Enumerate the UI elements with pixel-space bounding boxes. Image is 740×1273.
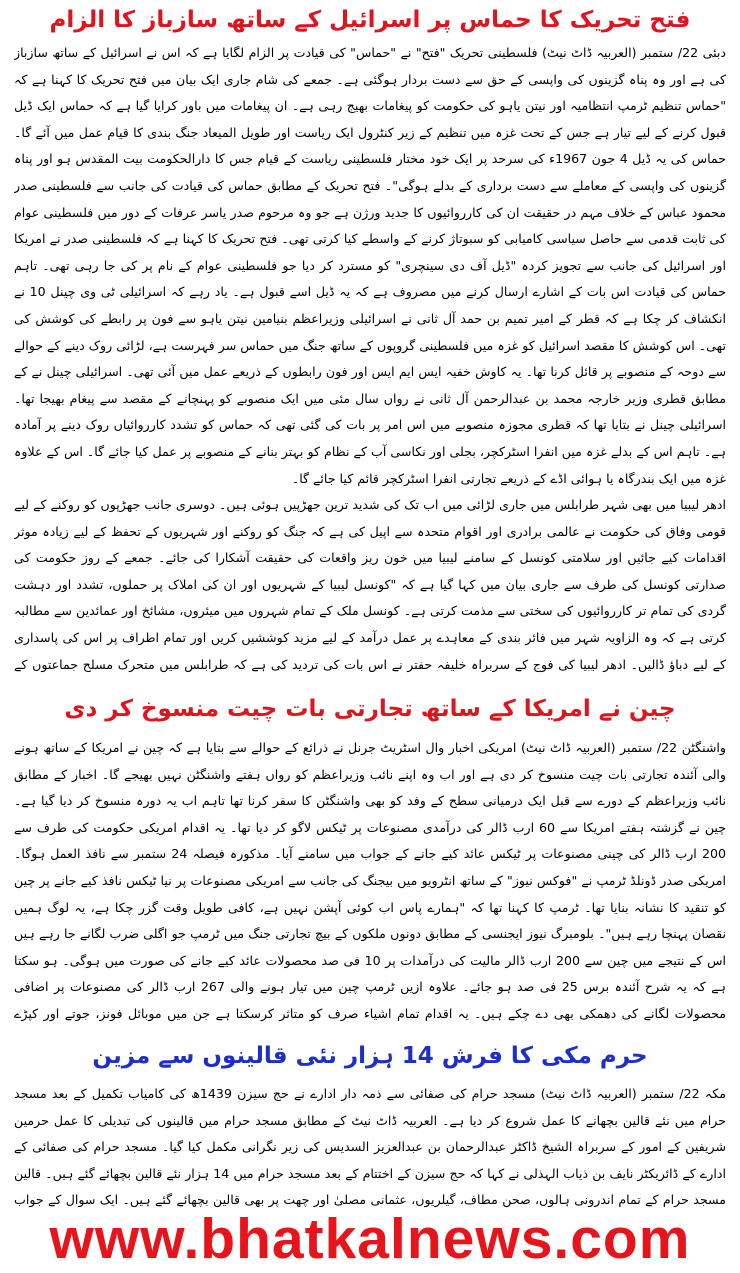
article-2-body	[14, 735, 726, 1031]
article-3-paragraph: مکہ 22/ ستمبر (العربیہ ڈاٹ نیٹ) مسجد حرام کی صفائی سے ذمہ دار ادارے نے حج سیزن 1439ھ کی کامیاب تکمیل کے بعد مسجد حرام میں نئے قالین بچھانے کا عمل شروع کر دیا ہے۔ العربیہ ڈاٹ نیٹ کے مطابق مسجد حرام میں قالینوں کی تبدیلی کا عمل حرمین شریفین کے امور کے سربراہ الشیخ ڈاکٹر عبدالرحمان بن عبدالعزیز السدیس کی زیر نگرانی مکمل کیا گیا۔ مسجد حرام کی صفائی کے ادارے کے ڈائریکٹر نایف بن ذیاب الہذلی نے کہا کہ حج سیزن کے اختتام کے بعد مسجد حرام میں 14 ہزار نئے قالین بچھائے گئے ہیں۔ قالین مسجد حرام کے تمام اندرونی ہالوں، صحن مطاف، گیلریوں، عثمانی مصلیٰ اور چھت پر بھی قالین بچھائے گئے ہیں۔ ایک سوال کے جواب	[14, 1086, 726, 1208]
article-1-paragraph: دبئی 22/ ستمبر (العربیہ ڈاٹ نیٹ) فلسطینی تحریک "فتح" نے "حماس" کی قیادت پر الزام لگایا ہے کہ اس نے اسرائیل کے ساتھ سازباز کی ہے اور وہ پناہ گزینوں کی واپسی کے حق سے دست بردار ہوگئی ہے۔ جمعے کی شام جاری ایک بیان میں فتح تحریک کا کہنا ہے کہ "حماس تنظیم ٹرمپ انتظامیہ اور نیتن یاہو کی حکومت کو پیغامات بھیج رہی ہے۔ ان پیغامات میں باور کرایا گیا ہے کہ حماس ایک ڈیل قبول کرنے کے لیے تیار ہے جس کے تحت غزہ میں تنظیم کے زیر کنٹرول ایک ریاست اور طویل المیعاد جنگ بندی کا قیام عمل میں آئے گا۔ حماس کی یہ ڈیل 4 جون 1967ء کی سرحد پر ایک خود مختار فلسطینی ریاست کے قیام جس کا دارالحکومت بیت المقدس ہو اور پناہ گزینوں کی واپسی کے معاملے سے دست برداری کے بدلے ہوگی"۔ فتح تحریک کے مطابق حماس کی قیادت کی جانب سے فلسطینی صدر محمود عباس کے خلاف مہم در حقیقت ان کی کارروائیوں کا جدید ورژن ہے جو وہ مرحوم صدر یاسر عرفات کے دور میں فلسطینی عوام کی ثابت قدمی سے حاصل سیاسی کامیابی کو سبوتاژ کرنے کے واسطے کیا کرتی تھی۔ فتح تحریک کا کہنا ہے کہ فلسطینی صدر نے امریکا اور اسرائیل کی جانب سے تجویز کردہ "ڈیل آف دی سینچری" کو مسترد کر دیا جو فلسطینی عوام کے نام پر کی جا رہی تھی۔ تاہم حماس کی قیادت اس بات کے اشارے ارسال کرنے میں مصروف ہے کہ یہ ڈیل اسے قبول ہے۔ یاد رہے کہ اسرائیلی ٹی وی چینل 10 نے انکشاف کر چکا ہے کہ قطر کے امیر تمیم بن حمد آل ثانی نے اسرائیلی وزیراعظم بنیامین نیتن یاہو سے فون پر رابطے کی کوشش کی تھی۔ اس کوشش کا مقصد اسرائیل کو غزہ میں فلسطینی گروپوں کے ساتھ جنگ میں حماس سر فہرست ہے، لڑائی روک دینے کے حوالے سے دوحہ کے منصوبے پر قائل کرنا تھا۔ یہ کاوش خفیہ ایس ایم ایس اور فون رابطوں کے ذریعے عمل میں آئی تھی۔ اسرائیلی چینل نے کے مطابق قطری وزیر خارجہ محمد بن عبدالرحمن آل ثانی نے رواں سال مئی میں ایک منصوبے کو پہنچانے کے مقصد سے پیغام بھیجا تھا۔ اسرائیلی چینل نے بتایا تھا کہ قطری مجوزہ منصوبے میں اس امر پر بات کی گئی تھی کہ حماس کو تشدد کارروائیاں روک دینے پر آمادہ ہے۔ تاہم اس کے بدلے غزہ میں انفرا اسٹرکچر، بجلی اور نکاسی آب کے نظام کو بہتر بنانے کے منصوبے پر عمل کیا جائے گا۔ اس کے علاوہ غزہ میں ایک بندرگاہ یا ہوائی اڈے کے ذریعے تجارتی انفرا اسٹرکچر قائم کیا جائے گا۔	[14, 45, 726, 486]
article-1-paragraph: ادھر لیبیا میں بھی شہر طرابلس میں جاری لڑائی میں اب تک کی شدید ترین جھڑپیں ہوئی ہیں۔ دوسری جانب جھڑپوں کو روکنے کے لیے قومی وفاق کی حکومت نے عالمی برادری اور اقوام متحدہ سے اپیل کی ہے کہ جنگ کو روکنے اور شہریوں کے تحفظ کے لیے زیادہ موثر اقدامات کیے جائیں اور سلامتی کونسل کے سامنے لیبیا میں خون ریز واقعات کی حقیقت آشکارا کی جائے۔ جمعے کے روز حکومت کی صدارتی کونسل کی طرف سے جاری بیان میں کہا گیا ہے کہ "کونسل لیبیا کے شہریوں اور ان کی املاک پر حملوں، تشدد اور دہشت گردی کی تمام تر کارروائیوں کی سختی سے مذمت کرتی ہے۔ کونسل ملک کے تمام شہروں میں میئروں، مشائخ اور عمائدین سے مطالبہ کرتی ہے کہ وہ الزاویہ شہر میں فائر بندی کے معاہدے پر عمل درآمد کے لیے مزید کوششیں کریں اور تمام اطراف پر اس کی پاسداری کے لیے دباؤ ڈالیں۔ ادھر لیبیا کی فوج کے سربراہ خلیفہ حفتر نے اس بات کی تردید کی ہے کہ طرابلس میں متحرک مسلح جماعتوں کے	[14, 497, 726, 672]
website-footer[interactable]: www.bhatkalnews.com	[49, 1207, 691, 1271]
article-3-headline: حرم مکی کا فرش 14 ہزار نئی قالینوں سے مزین	[92, 1043, 648, 1069]
article-2-headline: چین نے امریکا کے ساتھ تجارتی بات چیت منسوخ کر دی	[64, 696, 676, 722]
article-1-headline: فتح تحریک کا حماس پر اسرائیل کے ساتھ سازباز کا الزام	[49, 7, 691, 33]
article-1-body	[14, 40, 726, 683]
article-2-paragraph: واشنگٹن 22/ ستمبر (العربیہ ڈاٹ نیٹ) امریکی اخبار وال اسٹریٹ جرنل نے ذرائع کے حوالے سے بتایا ہے کہ چین نے امریکا کے ساتھ ہونے والی آئندہ تجارتی بات چیت منسوخ کر دی ہے اور اب وہ اپنے نائب وزیراعظم کو رواں ہفتے واشنگٹن نہیں بھیجے گا۔ اخبار کے مطابق نائب وزیراعظم کے دورے سے قبل ایک درمیانی سطح کے وفد کو بھی واشنگٹن کا سفر کرنا تھا تاہم اب یہ دورہ منسوخ کر دیا گیا ہے۔ چین نے گزشتہ ہفتے امریکا سے 60 ارب ڈالر کی درآمدی مصنوعات پر ٹیکس لاگو کر دیا تھا۔ یہ اقدام امریکی حکومت کی طرف سے 200 ارب ڈالر کی چینی مصنوعات پر ٹیکس عائد کیے جانے کے جواب میں سامنے آیا۔ مذکورہ فیصلہ 24 ستمبر سے نافذ العمل ہوگا۔ امریکی صدر ڈونلڈ ٹرمپ نے "فوکس نیوز" کے ساتھ انٹرویو میں بیجنگ کی جانب سے امریکی مصنوعات پر نیا ٹیکس نافذ کیے جانے پر چین کو تنقید کا نشانہ بنایا تھا۔ ٹرمپ کا کہنا تھا کہ "ہمارے پاس اب کوئی آپشن نہیں ہے، کافی طویل وقت گزر چکا ہے، یہ لوگ ہمیں نقصان پہنچا رہے ہیں"۔ بلومبرگ نیوز ایجنسی کے مطابق دونوں ملکوں کے بیچ تجارتی جنگ میں ٹرمپ جو اگلی ضرب لگانے جا رہے ہیں اس کے نتیجے میں چین سے 200 ارب ڈالر مالیت کی درآمدات پر 10 فی صد محصولات عائد کیے جانے کی صورت میں ہوگی۔ ہو سکتا ہے کہ یہ شرح آئندہ برس 25 فی صد ہو جائے۔ علاوہ ازیں ٹرمپ چین میں تیار ہونے والی 267 ارب ڈالر کی مصنوعات پر اضافی محصولات لگانے کی دھمکی بھی دے چکے ہیں۔ یہ اقدام تمام اشیاء صرف کو متاثر کرسکتا ہے جن میں موبائل فونز، جوتے اور کپڑے	[14, 740, 726, 1021]
article-3-body	[14, 1081, 726, 1213]
